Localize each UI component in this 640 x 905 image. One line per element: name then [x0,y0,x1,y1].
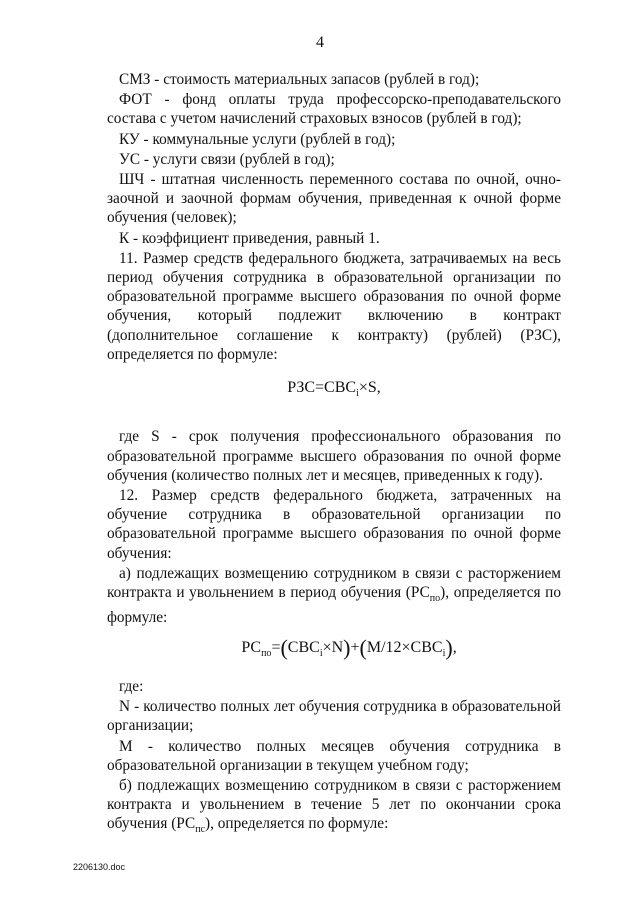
para12b-start: б) подлежащих возмещению сотрудником в связи с расторжением контракта и увольнением в течение 5 лет по окончании срока обучения (РС [107,776,561,833]
para12a-sub: по [429,593,441,605]
formula2-lhs-sub: по [261,647,272,659]
formula2-eq: = [271,638,281,656]
formula2-part1-end: ×N [322,638,344,656]
para12a-start: а) подлежащих возмещению сотрудником в связи с расторжением контракта и увольнением в период обучения (РС [107,564,561,602]
definition-n: N - количество полных лет обучения сотрудника в образовательной организации; [107,698,561,735]
para12b-sub: пс [195,824,206,836]
where-s-text: где S - срок получения профессионального образования по образовательной программе высшего образования по очной форме обучения (количество полных лет и месяцев, приведенных к году). [107,428,561,484]
formula2-part2: M/12×СВС [366,638,443,656]
paragraph-12a [107,564,561,628]
formula2-end: , [452,638,457,656]
paragraph-12b [107,776,561,840]
definition-k: К - коэффициент приведения, равный 1. [119,229,380,247]
definition-ku: КУ - коммунальные услуги (рублей в год); [119,130,396,148]
para12b-end: ), определяется по формуле: [205,815,389,833]
formula-rs-po: $РС_{по}=(СВС_i\times N)+(M/12\times СВС_i)$, [241,634,457,660]
formula2-part1-sub: i [319,647,323,659]
formula-rzs-sub: i [356,388,359,400]
definition-fot: ФОТ - фонд оплаты труда профессорско-преподавательского состава с учетом начислений страховых взносов (рублей в год); [107,91,561,128]
formula-rzs [107,378,561,403]
paragraph-11: 11. Размер средств федерального бюджета, затрачиваемых на весь период обучения сотрудника в образовательной организации по образовательной программе высшего образования по очной форме обучения, который подлежит включению в контракт (дополнительное соглашение к контракту) (рублей) (РЗС), определяется по формуле: [107,249,561,363]
footer-filename: 2206130.doc [73,862,126,872]
formula2-part1: СВС [287,638,320,656]
formula2-plus: + [350,638,360,656]
document-body [107,70,561,841]
paragraph-12: 12. Размер средств федерального бюджета, затраченных на обучение сотрудника в образовательной организации по образовательной программе высшего образования по очной форме обучения: [107,487,561,562]
formula-rzs-lhs: РЗС=СВС [287,379,357,397]
where-label: где: [119,677,144,695]
definition-us: УС - услуги связи (рублей в год); [119,150,335,168]
definition-smz: СМЗ - стоимость материальных запасов (рублей в год); [119,71,480,88]
page-number: 4 [316,34,324,51]
formula-rzs-rhs: ×S, [358,379,381,397]
para12a-end: ), определяется по формуле: [107,584,561,627]
definition-m: M - количество полных месяцев обучения сотрудника в образовательной организации в текущем учебном году; [107,737,561,774]
definition-shch: ШЧ - штатная численность переменного состава по очной, очно-заочной и заочной формам обучения, приведенная к очной форме обучения (человек); [107,171,561,227]
formula2-part2-sub: i [442,647,446,659]
formula2-lhs: РС [241,638,262,656]
